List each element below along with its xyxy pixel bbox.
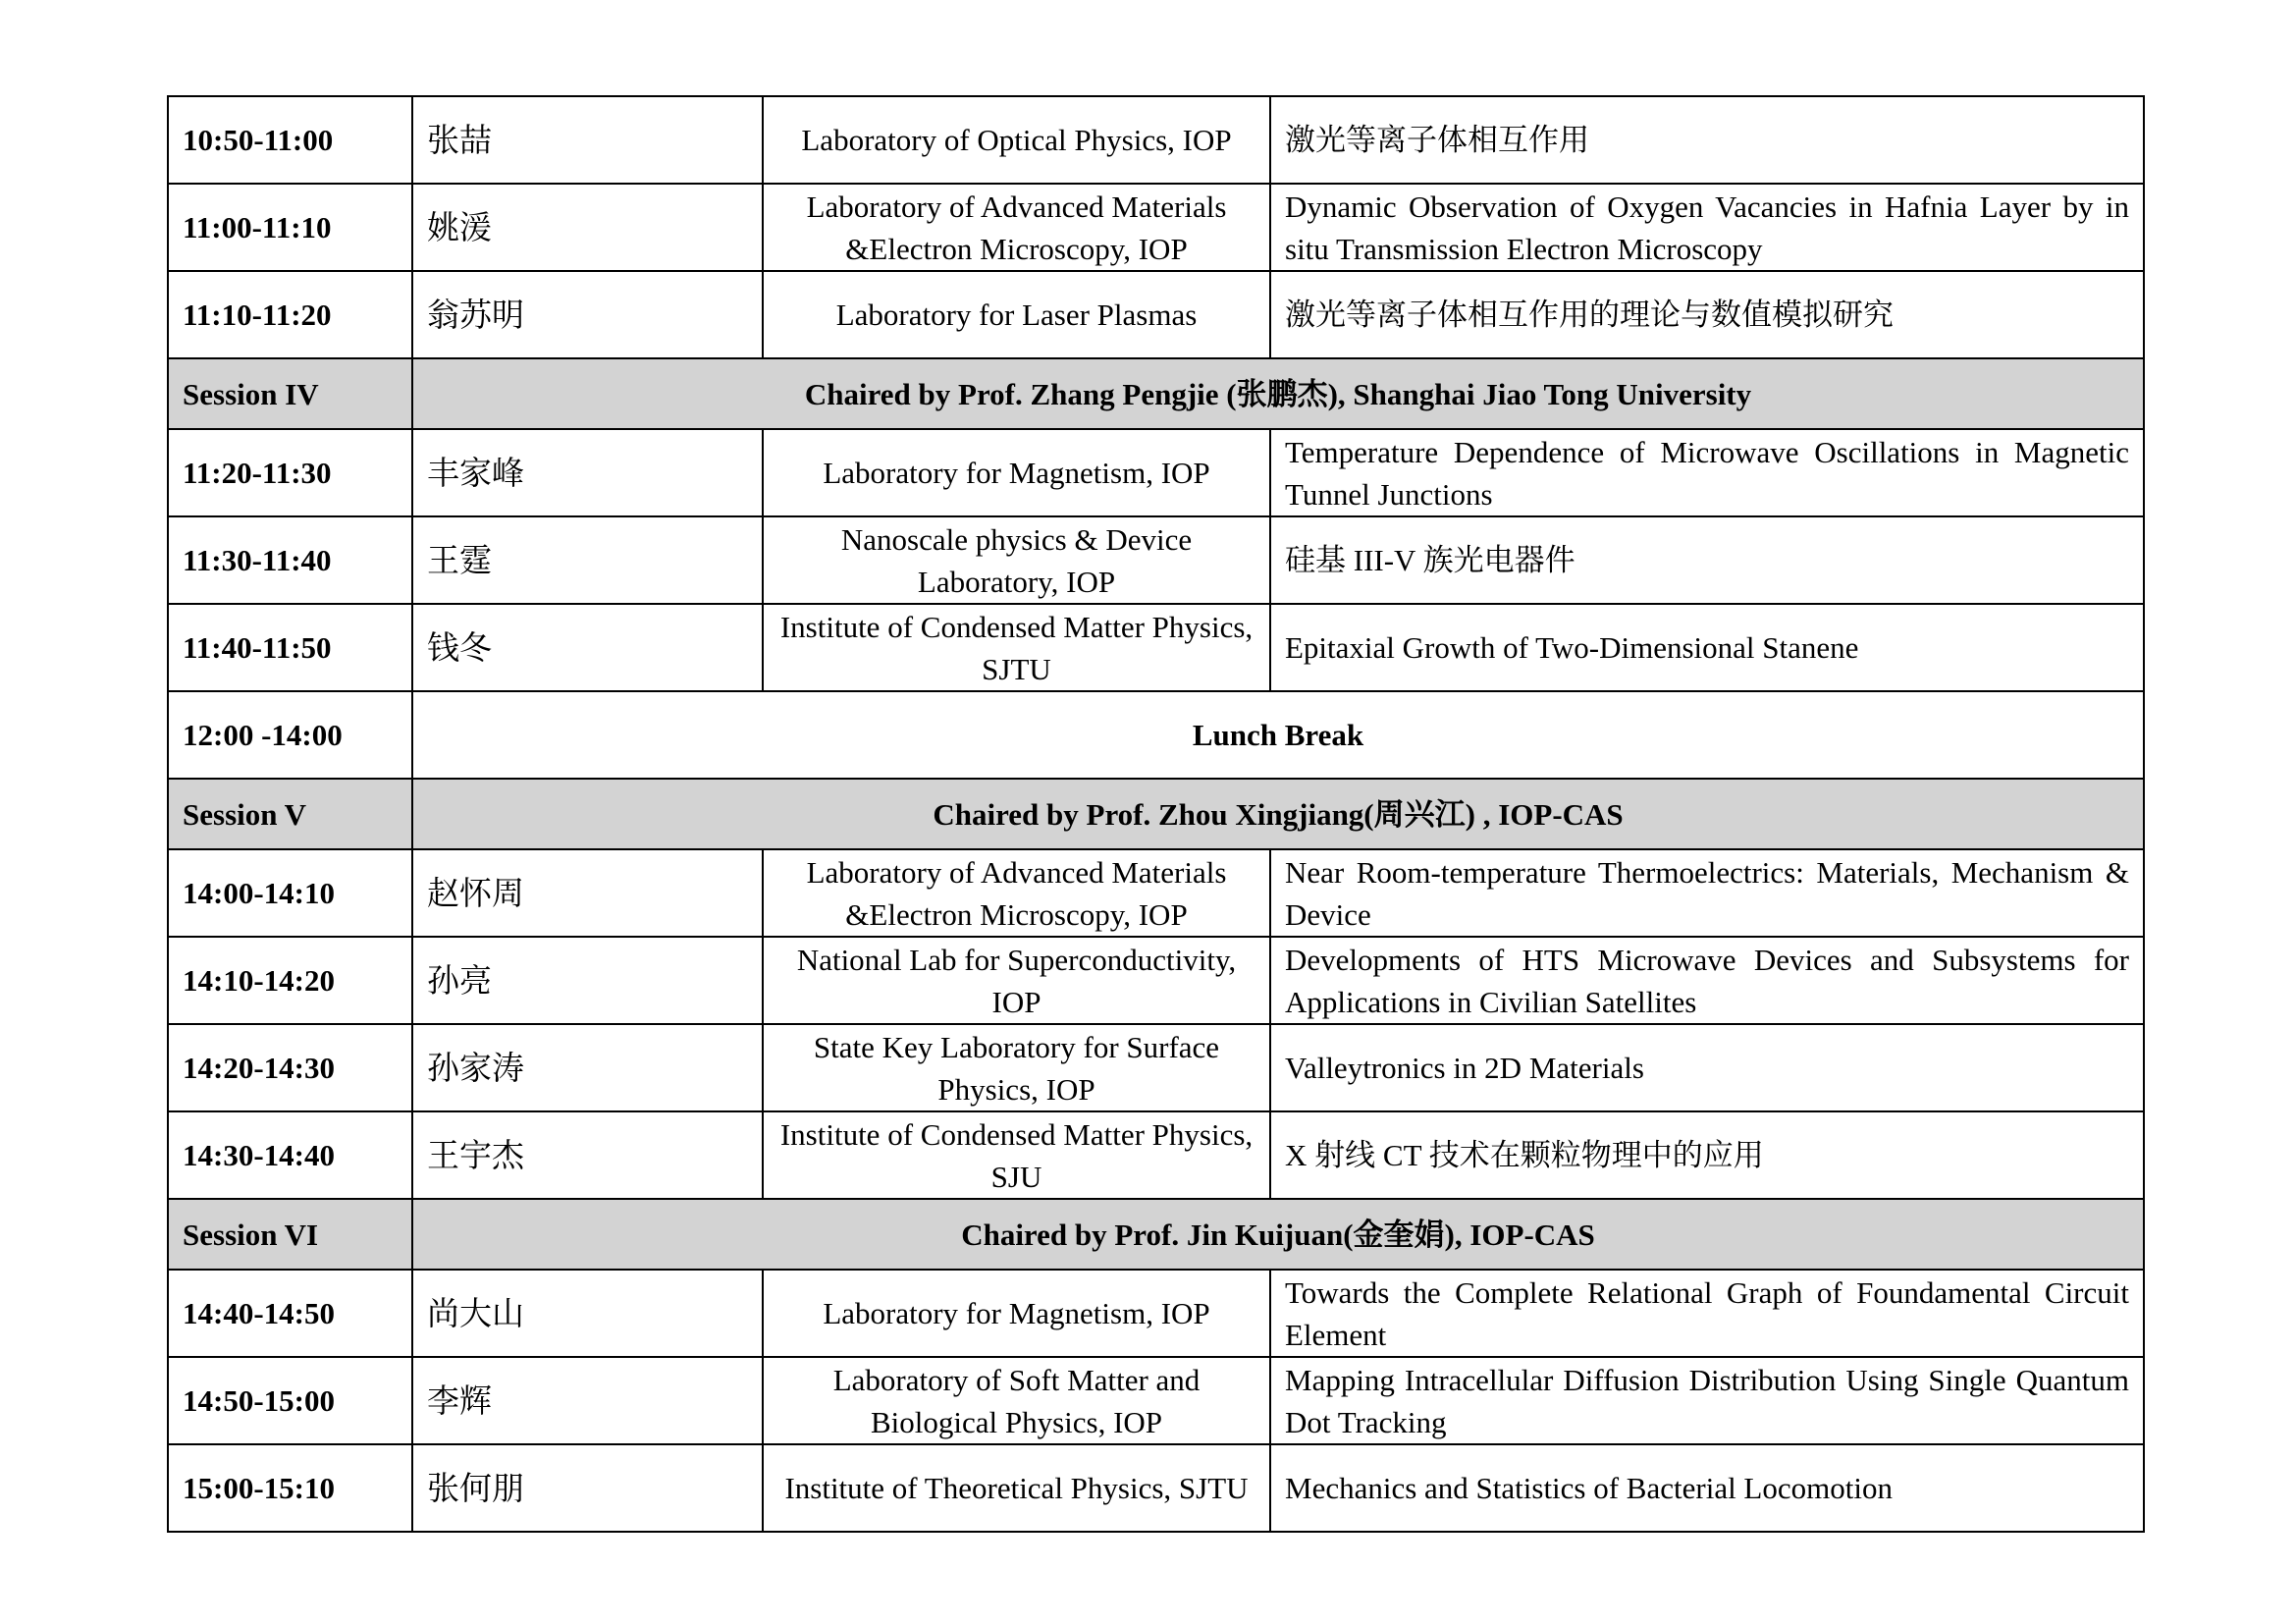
speaker-name: 张喆 [412, 96, 763, 184]
talk-row [168, 184, 2144, 271]
talk-title: 激光等离子体相互作用 [1270, 96, 2144, 184]
talk-time: 14:40-14:50 [168, 1270, 412, 1357]
talk-time: 14:20-14:30 [168, 1024, 412, 1111]
speaker-affiliation: Laboratory for Magnetism, IOP [763, 429, 1270, 516]
speaker-affiliation: Laboratory for Magnetism, IOP [763, 1270, 1270, 1357]
talk-row [168, 1270, 2144, 1357]
talk-row [168, 516, 2144, 604]
talk-title: Developments of HTS Microwave Devices and Subsystems for Applications in Civilian Satellites [1270, 937, 2144, 1024]
talk-time: 11:10-11:20 [168, 271, 412, 358]
talk-title: Temperature Dependence of Microwave Oscillations in Magnetic Tunnel Junctions [1270, 429, 2144, 516]
speaker-name: 张何朋 [412, 1444, 763, 1532]
talk-time: 15:00-15:10 [168, 1444, 412, 1532]
talk-title: Mechanics and Statistics of Bacterial Locomotion [1270, 1444, 2144, 1532]
speaker-name: 丰家峰 [412, 429, 763, 516]
speaker-name: 钱冬 [412, 604, 763, 691]
break-time: 12:00 -14:00 [168, 691, 412, 779]
session-header-row [168, 1199, 2144, 1270]
talk-title: Dynamic Observation of Oxygen Vacancies in Hafnia Layer by in situ Transmission Electron Microscopy [1270, 184, 2144, 271]
speaker-name: 翁苏明 [412, 271, 763, 358]
speaker-name: 李辉 [412, 1357, 763, 1444]
talk-title: X 射线 CT 技术在颗粒物理中的应用 [1270, 1111, 2144, 1199]
speaker-affiliation: State Key Laboratory for Surface Physics, IOP [763, 1024, 1270, 1111]
talk-row [168, 1024, 2144, 1111]
session-chair: Chaired by Prof. Zhou Xingjiang(周兴江) , IOP-CAS [412, 779, 2144, 849]
talk-row [168, 849, 2144, 937]
speaker-affiliation: Institute of Condensed Matter Physics, SJTU [763, 604, 1270, 691]
talk-row [168, 96, 2144, 184]
session-label: Session IV [168, 358, 412, 429]
talk-time: 11:00-11:10 [168, 184, 412, 271]
speaker-affiliation: Laboratory of Advanced Materials &Electron Microscopy, IOP [763, 184, 1270, 271]
talk-title: Epitaxial Growth of Two-Dimensional Stanene [1270, 604, 2144, 691]
talk-title: Towards the Complete Relational Graph of Foundamental Circuit Element [1270, 1270, 2144, 1357]
talk-row [168, 1357, 2144, 1444]
lunch-break-row [168, 691, 2144, 779]
talk-time: 14:10-14:20 [168, 937, 412, 1024]
speaker-name: 王霆 [412, 516, 763, 604]
speaker-affiliation: National Lab for Superconductivity, IOP [763, 937, 1270, 1024]
talk-title: 硅基 III-V 族光电器件 [1270, 516, 2144, 604]
talk-time: 11:30-11:40 [168, 516, 412, 604]
talk-time: 10:50-11:00 [168, 96, 412, 184]
break-label: Lunch Break [412, 691, 2144, 779]
talk-title: Valleytronics in 2D Materials [1270, 1024, 2144, 1111]
speaker-name: 尚大山 [412, 1270, 763, 1357]
speaker-affiliation: Institute of Theoretical Physics, SJTU [763, 1444, 1270, 1532]
talk-title: 激光等离子体相互作用的理论与数值模拟研究 [1270, 271, 2144, 358]
talk-row [168, 1444, 2144, 1532]
talk-time: 11:20-11:30 [168, 429, 412, 516]
speaker-name: 赵怀周 [412, 849, 763, 937]
talk-row [168, 271, 2144, 358]
talk-row [168, 937, 2144, 1024]
session-label: Session V [168, 779, 412, 849]
speaker-name: 孙家涛 [412, 1024, 763, 1111]
speaker-name: 孙亮 [412, 937, 763, 1024]
talk-time: 14:00-14:10 [168, 849, 412, 937]
session-chair: Chaired by Prof. Jin Kuijuan(金奎娟), IOP-CAS [412, 1199, 2144, 1270]
speaker-name: 姚湲 [412, 184, 763, 271]
speaker-name: 王宇杰 [412, 1111, 763, 1199]
speaker-affiliation: Nanoscale physics & Device Laboratory, IOP [763, 516, 1270, 604]
talk-row [168, 604, 2144, 691]
talk-title: Near Room-temperature Thermoelectrics: Materials, Mechanism & Device [1270, 849, 2144, 937]
speaker-affiliation: Laboratory of Optical Physics, IOP [763, 96, 1270, 184]
talk-title: Mapping Intracellular Diffusion Distribution Using Single Quantum Dot Tracking [1270, 1357, 2144, 1444]
session-chair: Chaired by Prof. Zhang Pengjie (张鹏杰), Shanghai Jiao Tong University [412, 358, 2144, 429]
speaker-affiliation: Laboratory of Advanced Materials &Electron Microscopy, IOP [763, 849, 1270, 937]
session-label: Session VI [168, 1199, 412, 1270]
speaker-affiliation: Institute of Condensed Matter Physics, SJU [763, 1111, 1270, 1199]
talk-row [168, 429, 2144, 516]
talk-time: 14:30-14:40 [168, 1111, 412, 1199]
talk-time: 11:40-11:50 [168, 604, 412, 691]
talk-time: 14:50-15:00 [168, 1357, 412, 1444]
session-header-row [168, 779, 2144, 849]
speaker-affiliation: Laboratory for Laser Plasmas [763, 271, 1270, 358]
speaker-affiliation: Laboratory of Soft Matter and Biological Physics, IOP [763, 1357, 1270, 1444]
talk-row [168, 1111, 2144, 1199]
schedule-table [167, 95, 2145, 1533]
session-header-row [168, 358, 2144, 429]
